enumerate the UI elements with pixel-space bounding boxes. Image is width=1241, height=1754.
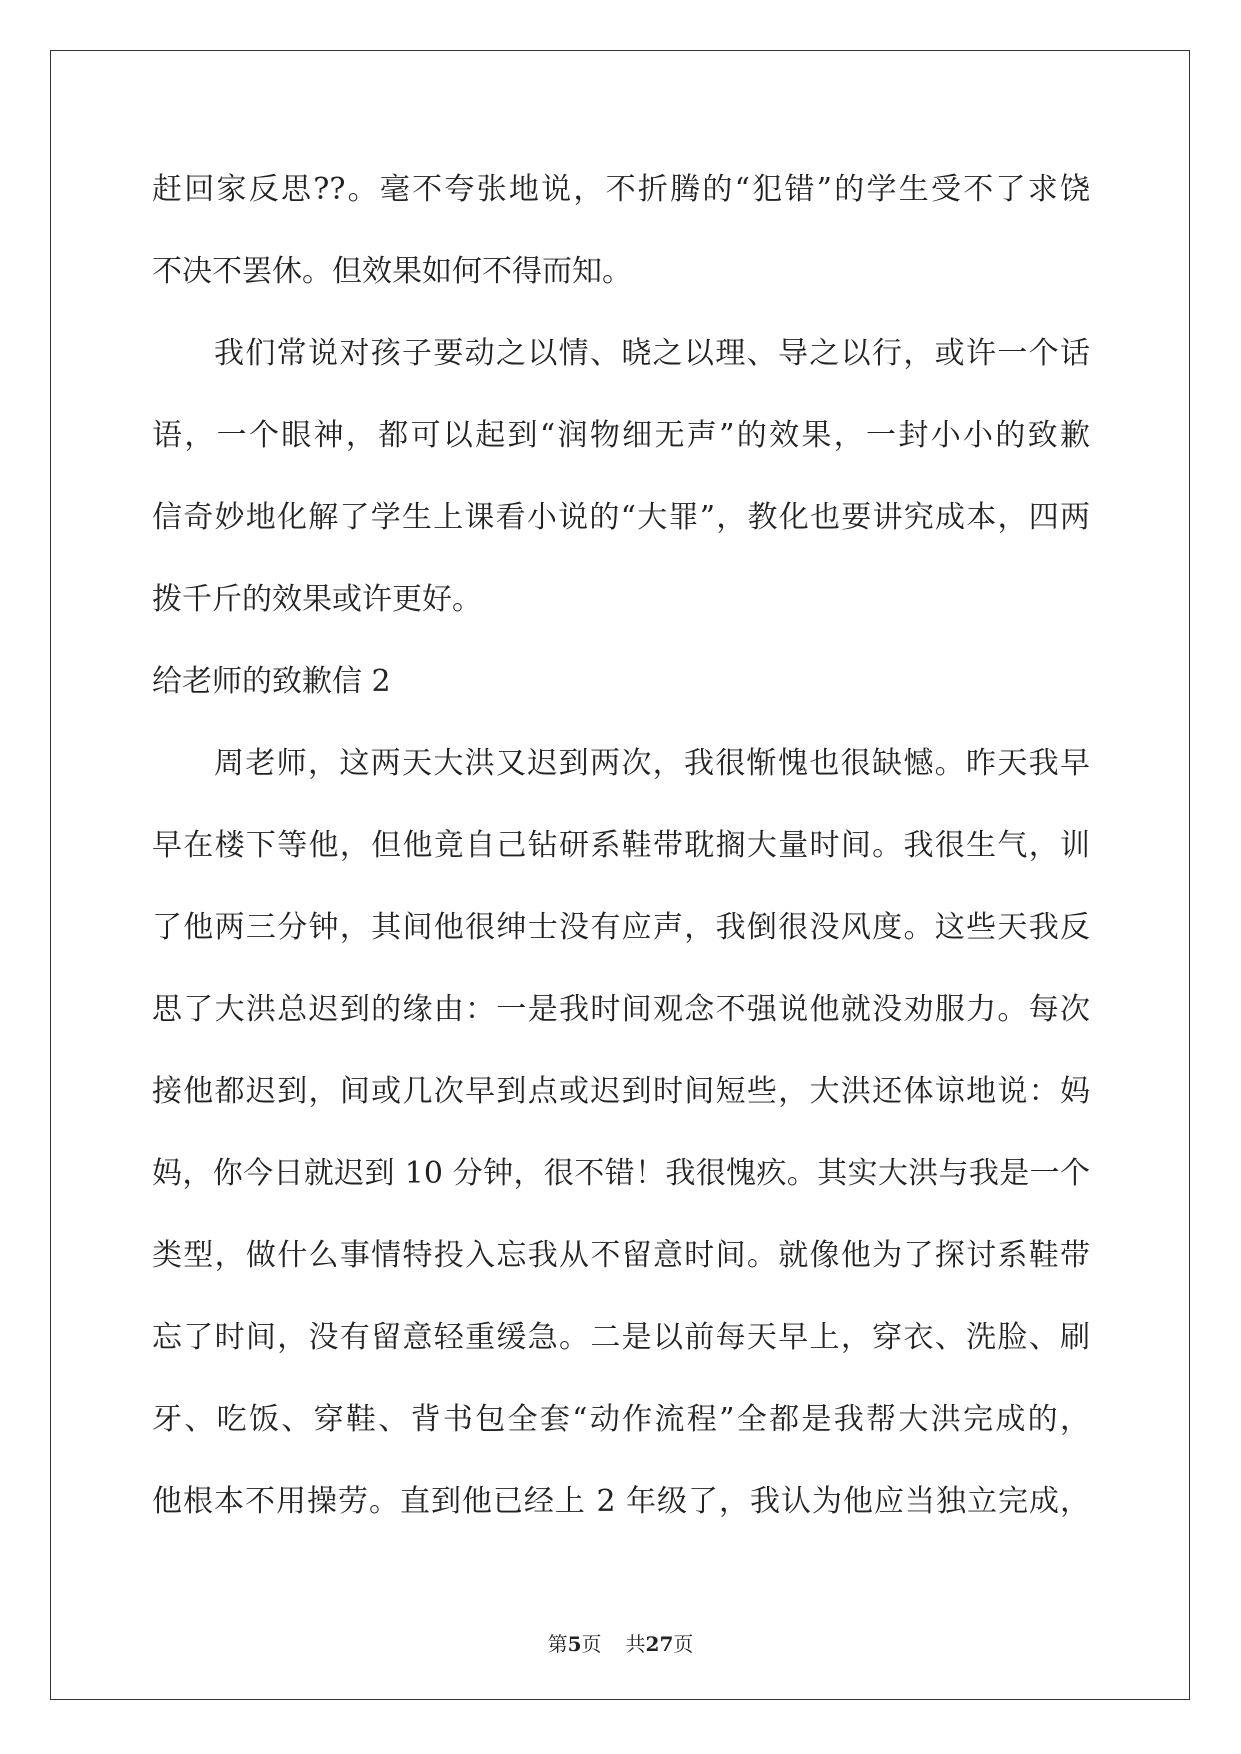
page-number: 5 (567, 1632, 582, 1656)
text-line: 信奇妙地化解了学生上课看小说的“大罪”，教化也要讲究成本，四两 (152, 500, 1090, 535)
text-line: 赶回家反思??。毫不夸张地说，不折腾的“犯错”的学生受不了求饶 (152, 172, 1090, 207)
section-heading: 给老师的致歉信 2 (152, 664, 391, 699)
text-line: 妈，你今日就迟到 10 分钟，很不错！我很愧疚。其实大洪与我是一个 (152, 1156, 1090, 1191)
text-line: 他根本不用操劳。直到他已经上 2 年级了，我认为他应当独立完成， (152, 1484, 1090, 1519)
text-line: 类型，做什么事情特投入忘我从不留意时间。就像他为了探讨系鞋带 (152, 1238, 1090, 1273)
total-pages: 27 (645, 1632, 674, 1656)
page-footer (0, 1628, 1241, 1657)
footer-prefix: 第 (547, 1632, 568, 1656)
text-line: 拨千斤的效果或许更好。 (152, 582, 482, 617)
text-line: 语，一个眼神，都可以起到“润物细无声”的效果，一封小小的致歉 (152, 418, 1090, 453)
text-line: 牙、吃饭、穿鞋、背书包全套“动作流程”全都是我帮大洪完成的， (152, 1402, 1090, 1437)
footer-total-unit: 页 (673, 1632, 694, 1656)
text-line: 早在楼下等他，但他竟自己钻研系鞋带耽搁大量时间。我很生气，训 (152, 828, 1090, 863)
text-line: 不决不罢休。但效果如何不得而知。 (152, 254, 632, 289)
text-line: 思了大洪总迟到的缘由：一是我时间观念不强说他就没劝服力。每次 (152, 992, 1090, 1027)
document-body (152, 160, 1090, 1554)
footer-page-unit: 页 (581, 1632, 602, 1656)
text-line: 忘了时间，没有留意轻重缓急。二是以前每天早上，穿衣、洗脸、刷 (152, 1320, 1090, 1355)
footer-total-prefix: 共 (625, 1632, 646, 1656)
paragraph-first-line: 周老师，这两天大洪又迟到两次，我很惭愧也很缺憾。昨天我早 (214, 746, 1090, 781)
text-line: 了他两三分钟，其间他很绅士没有应声，我倒很没风度。这些天我反 (152, 910, 1090, 945)
text-line: 接他都迟到，间或几次早到点或迟到时间短些，大洪还体谅地说：妈 (152, 1074, 1090, 1109)
paragraph-first-line: 我们常说对孩子要动之以情、晓之以理、导之以行，或许一个话 (214, 336, 1090, 371)
